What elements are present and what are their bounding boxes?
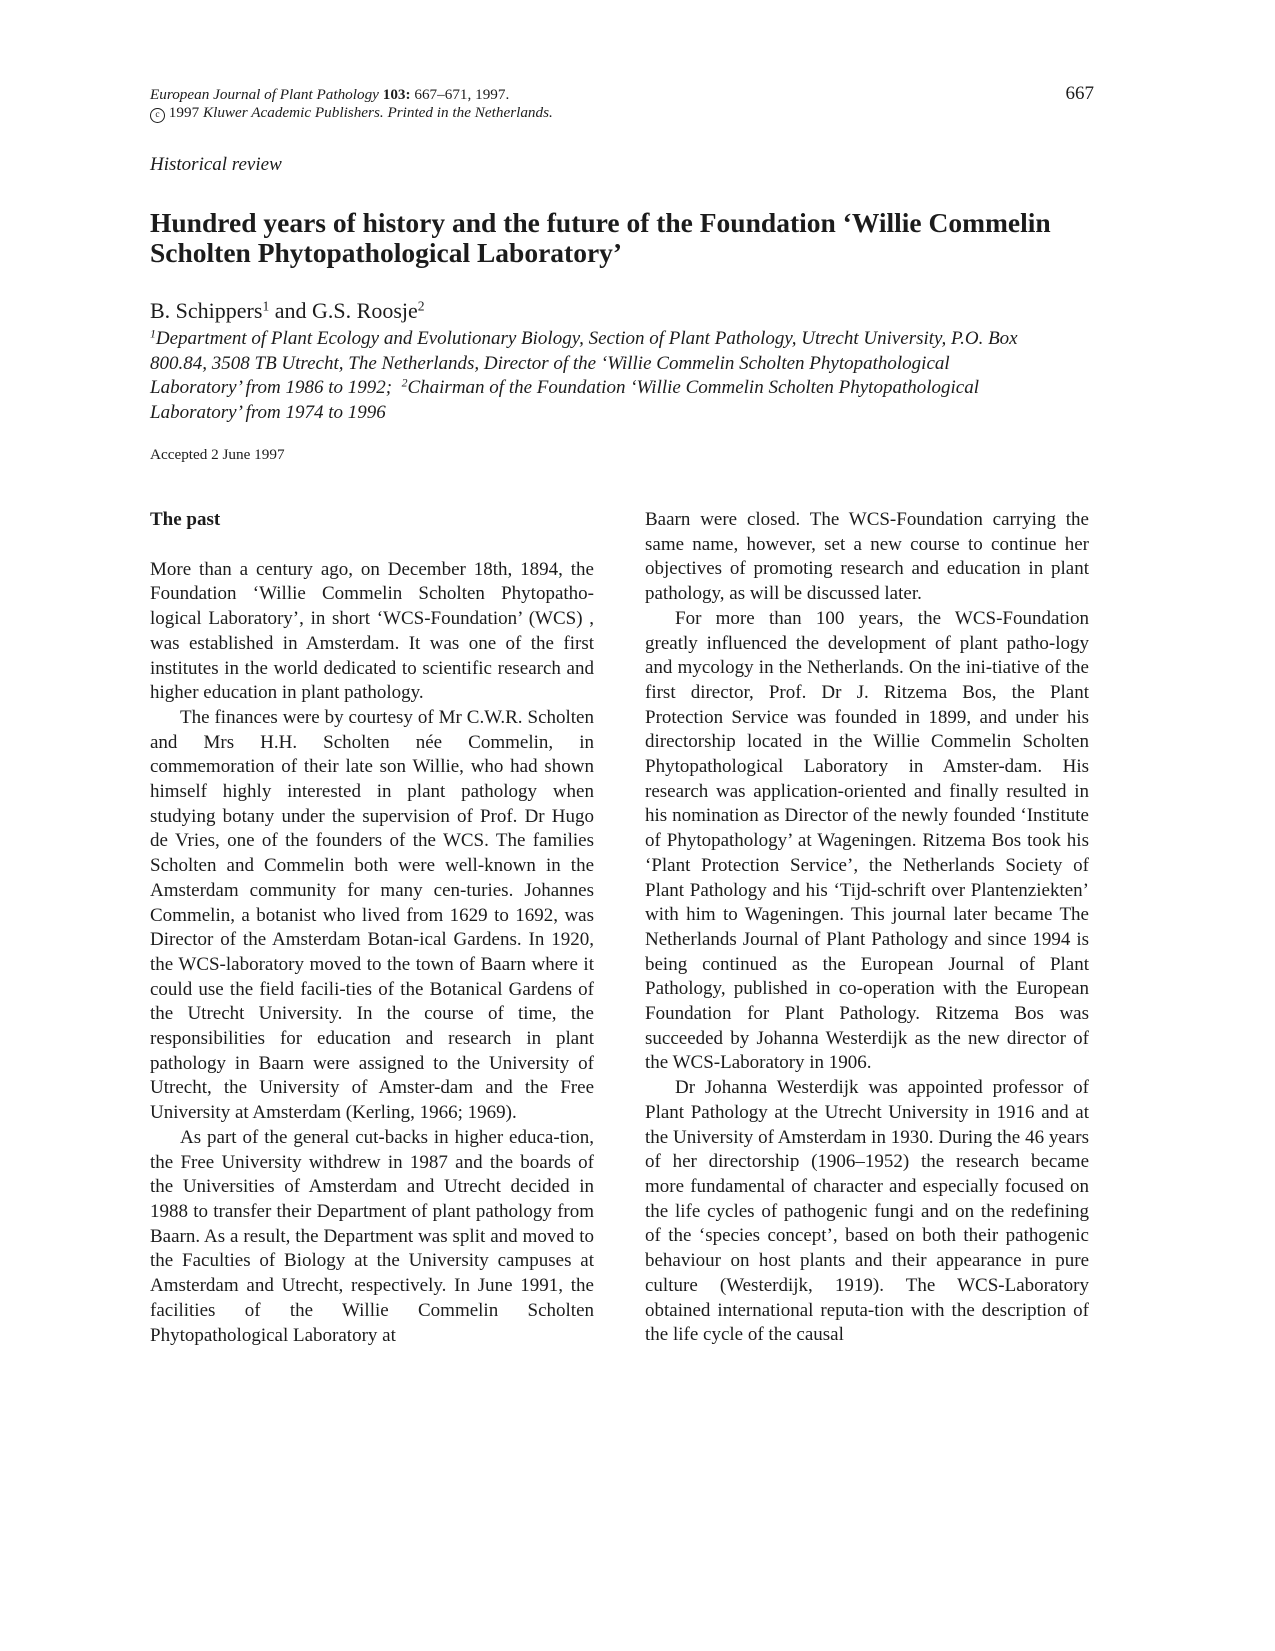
accepted-date: Accepted 2 June 1997 (150, 446, 285, 463)
body-paragraph: Dr Johanna Westerdijk was appointed professor of Plant Pathology at the Utrecht University in 1916 and at the University of Amsterdam in 1930. During the 46 years of her directorship (1906–1952) the research became more fundamental of character and especially focused on the life cycles of pathogenic fungi and on the redefining of the ‘species concept’, based on both their pathogenic behaviour on host plants and their appearance in pure culture (Westerdijk, 1919). The WCS-Laboratory obtained international reputa-tion with the description of the life cycle of the causal (645, 1077, 1089, 1346)
author-list (150, 298, 425, 324)
volume-number: 103: (382, 86, 411, 103)
pages-year: 667–671, 1997. (414, 86, 510, 103)
author-conjunction: and (274, 298, 307, 323)
section-heading: The past (150, 509, 221, 530)
copyright-year: 1997 (168, 104, 200, 121)
affiliation-line: 800.84, 3508 TB Utrecht, The Netherlands, Director of the ‘Willie Commelin Scholten Phytopathological (150, 352, 950, 374)
body-paragraph: For more than 100 years, the WCS-Foundation greatly influenced the development of plant patho-logy and mycology in the Netherlands. On the ini-tiative of the first director, Prof. Dr J. Ritzema Bos, the Plant Protection Service was founded in 1899, and under his directorship located in the Willie Commelin Scholten Phytopathological Laboratory in Amster-dam. His research was application-oriented and finally resulted in his nomination as Director of the newly founded ‘Institute of Phytopathology’ at Wageningen. Ritzema Bos took his ‘Plant Protection Service’, the Netherlands Society of Plant Pathology and his ‘Tijd-schrift over Plantenziekten’ with him to Wageningen. This journal later became The Netherlands Journal of Plant Pathology and since 1994 is being continued as the European Journal of Plant Pathology, published in co-operation with the European Foundation for Plant Pathology. Ritzema Bos was succeeded by Johanna Westerdijk as the new director of the WCS-Laboratory in 1906. (645, 607, 1089, 1074)
author-name: B. Schippers (150, 298, 263, 323)
affiliation-line: Laboratory’ from 1974 to 1996 (150, 402, 386, 424)
article-title (150, 208, 1110, 268)
affiliation-text: Department of Plant Ecology and Evolutionary Biology, Section of Plant Pathology, Utrecht University, P.O. Box (155, 328, 1018, 349)
page-number: 667 (1065, 83, 1094, 104)
body-paragraph: The finances were by courtesy of Mr C.W.R. Scholten and Mrs H.H. Scholten née Commelin, in commemoration of their late son Willie, who had shown himself highly interested in plant pathology when studying botany under the supervision of Prof. Dr Hugo de Vries, one of the founders of the WCS. The families Scholten and Commelin both were well-known in the Amsterdam community for many cen-turies. Johannes Commelin, a botanist who lived from 1629 to 1692, was Director of the Amsterdam Botan-ical Gardens. In 1920, the WCS-laboratory moved to the town of Baarn where it could use the field facili-ties of the Botanical Gardens of the Utrecht University. In the course of time, the responsibilities for education and research in plant pathology in Baarn were assigned to the University of Utrecht, the University of Amster-dam and the Free University at Amsterdam (Kerling, 1966; 1969). (150, 706, 594, 1124)
author-affiliation-mark: 1 (262, 298, 270, 314)
affiliation-text: Chairman of the Foundation ‘Willie Commelin Scholten Phytopathological (407, 377, 980, 399)
left-column (150, 508, 594, 1348)
author-affiliation-mark: 2 (417, 298, 425, 314)
body-paragraph: Baarn were closed. The WCS-Foundation carrying the same name, however, set a new course to continue her objectives of promoting research and education in plant pathology, as will be discussed later. (645, 509, 1089, 605)
body-paragraph: More than a century ago, on December 18th, 1894, the Foundation ‘Willie Commelin Scholten Phytopatho-logical Laboratory’, in short ‘WCS-Foundation’ (WCS) , was established in Amsterdam. It was one of the first institutes in the world dedicated to scientific research and higher education in plant pathology. (150, 558, 594, 704)
copyright-line (150, 104, 1090, 123)
affiliation-mark: 1 (150, 327, 156, 341)
affiliations (150, 327, 1110, 426)
affiliation-line (150, 327, 1110, 352)
affiliation-text: Laboratory’ from 1986 to 1992; (150, 377, 393, 399)
publisher-line: Kluwer Academic Publishers. Printed in the Netherlands. (202, 104, 553, 121)
affiliation-line (150, 376, 1110, 401)
copyright-icon: c (150, 108, 165, 123)
journal-name: European Journal of Plant Pathology (150, 86, 379, 103)
body-paragraph: As part of the general cut-backs in higher educa-tion, the Free University withdrew in 1987 and the boards of the Universities of Amsterdam and Utrecht decided in 1988 to transfer their Department of plant pathology from Baarn. As a result, the Department was split and moved to the Faculties of Biology at the University campuses at Amsterdam and Utrecht, respectively. In June 1991, the facilities of the Willie Commelin Scholten Phytopathological Laboratory at (150, 1126, 594, 1346)
title-line: Scholten Phytopathological Laboratory’ (150, 237, 623, 268)
right-column (645, 508, 1089, 1348)
citation-line (150, 86, 1090, 104)
article-type: Historical review (150, 154, 282, 175)
journal-header (150, 86, 1090, 123)
author-name: G.S. Roosje (312, 298, 418, 323)
affiliation-mark: 2 (401, 376, 408, 390)
title-line: Hundred years of history and the future of the Foundation ‘Willie Commelin (150, 207, 1051, 238)
